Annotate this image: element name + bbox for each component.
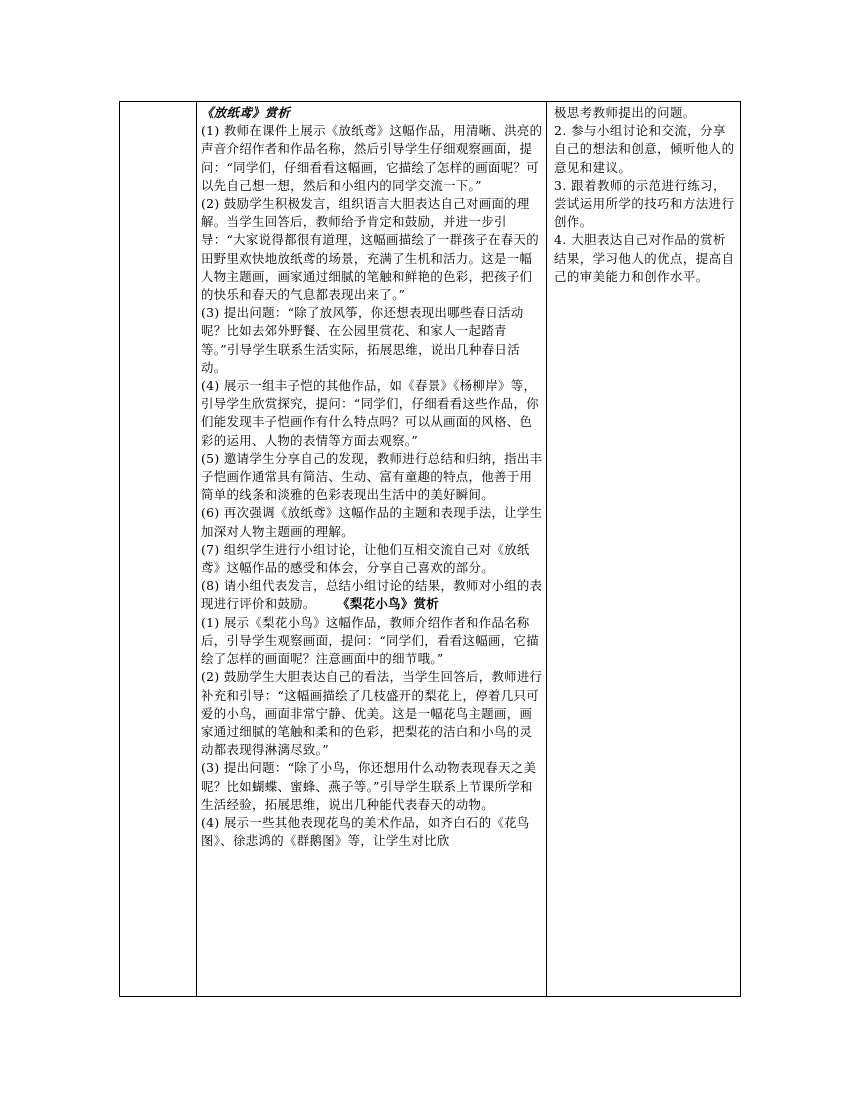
paragraph: (3) 提出问题：“除了放风筝，你还想表现出哪些春日活动呢？比如去郊外野餐、在公园里赏花、和家人一起踏青等。”引导学生联系生活实际，拓展思维，说出几种春日活动。 [201, 305, 524, 375]
paragraph: (4) 展示一些其他表现花鸟的美术作品，如齐白石的《花鸟图》、徐悲鸿的《群鹅图》等，让学生对比欣 [201, 814, 530, 849]
lesson-plan-table [119, 101, 741, 997]
paragraph: (2) 鼓励学生大胆表达自己的看法，当学生回答后，教师进行补充和引导：“这幅画描绘了几枝盛开的梨花上，停着几只可爱的小鸟，画面非常宁静、优美。这是一幅花鸟主题画，画家通过细腻的笔触和柔和的色彩，把梨花的洁白和小鸟的灵动都表现得淋漓尽致。” [201, 669, 543, 758]
list-item: 4. 大胆表达自己对作品的赏析结果，学习他人的优点，提高自己的审美能力和创作水平。 [554, 232, 735, 284]
table-column-empty [120, 102, 197, 996]
list-item: 3. 跟着教师的示范进行练习，尝试运用所学的技巧和方法进行创作。 [554, 177, 735, 230]
paragraph: (1) 教师在课件上展示《放纸鸢》这幅作品，用清晰、洪亮的声音介绍作者和作品名称，然后引导学生仔细观察画面，提问：“同学们，仔细看看这幅画，它描绘了怎样的画面呢？可以先自己想一想，然后和小组内的同学交流一下。” [201, 123, 543, 193]
teacher-activity-column [197, 102, 547, 996]
paragraph-text: (8) 请小组代表发言，总结小组讨论的结果，教师对小组的表现进行评价和鼓励。 [201, 578, 543, 612]
paragraph: (5) 邀请学生分享自己的发现，教师进行总结和归纳，指出丰子恺画作通常具有简洁、生动、富有童趣的特点，他善于用简单的线条和淡雅的色彩表现出生活中的美好瞬间。 [201, 450, 543, 503]
paragraph: (7) 组织学生进行小组讨论，让他们互相交流自己对《放纸鸢》这幅作品的感受和体会，分享自己喜欢的部分。 [201, 541, 530, 576]
paragraph: (2) 鼓励学生积极发言，组织语言大胆表达自己对画面的理解。当学生回答后，教师给予肯定和鼓励，并进一步引导：“大家说得都很有道理，这幅画描绘了一群孩子在春天的田野里欢快地放纸鸢的场景，充满了生机和活力。这是一幅人物主题画，画家通过细腻的笔触和鲜艳的色彩，把孩子们的快乐和春天的气息都表现出来了。” [201, 196, 539, 303]
section-heading-lihuaxiaoniao: 《梨花小鸟》赏析 [337, 596, 440, 612]
paragraph-with-heading [201, 577, 543, 613]
student-activity-column [547, 102, 740, 996]
section-heading-fangzhiyuan: 《放纸鸢》赏析 [201, 105, 291, 120]
list-item-continued: 极思考教师提出的问题。 [554, 105, 696, 120]
paragraph: (3) 提出问题：“除了小鸟，你还想用什么动物表现春天之美呢？比如蝴蝶、蜜蜂、燕子等。”引导学生联系上节课所学和生活经验，拓展思维，说出几种能代表春天的动物。 [201, 760, 537, 812]
paragraph: (1) 展示《梨花小鸟》这幅作品，教师介绍作者和作品名称后，引导学生观察画面，提问：“同学们，看看这幅画，它描绘了怎样的画面呢？注意画面中的细节哦。” [201, 614, 539, 667]
paragraph: (4) 展示一组丰子恺的其他作品，如《春景》《杨柳岸》等，引导学生欣赏探究，提问：“同学们，仔细看看这些作品，你们能发现丰子恺画作有什么特点吗？可以从画面的风格、色彩的运用、人物的表情等方面去观察。” [201, 378, 539, 448]
list-item: 2. 参与小组讨论和交流，分享自己的想法和创意，倾听他人的意见和建议。 [554, 123, 735, 175]
paragraph: (6) 再次强调《放纸鸢》这幅作品的主题和表现手法，让学生加深对人物主题画的理解。 [201, 505, 543, 539]
